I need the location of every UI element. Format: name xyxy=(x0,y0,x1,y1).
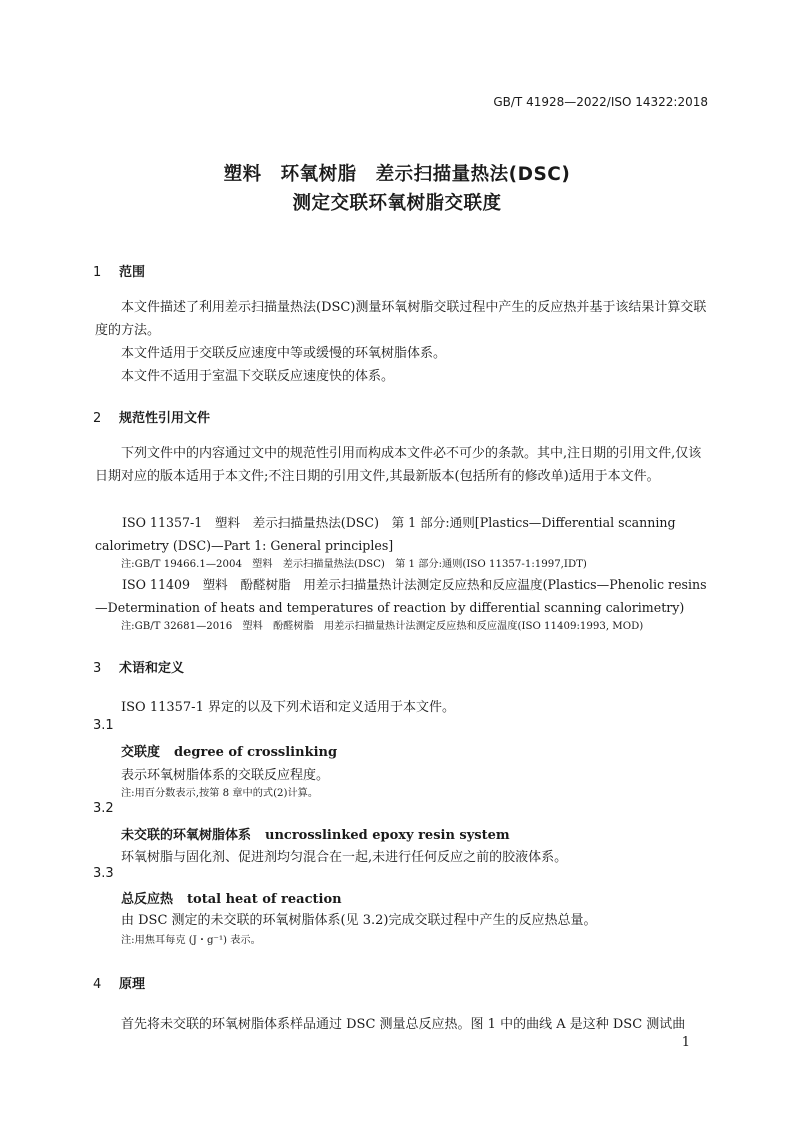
section-1-paragraph: 本文件不适用于室温下交联反应速度快的体系。 xyxy=(121,369,395,384)
document-title-line-2: 测定交联环氧树脂交联度 xyxy=(292,193,502,214)
term-en: degree of crosslinking xyxy=(174,745,338,760)
section-1-paragraph: 本文件描述了利用差示扫描量热法(DSC)测量环氧树脂交联过程中产生的反应热并基于该结果计算交联度的方法。 xyxy=(95,300,707,338)
term-zh: 未交联的环氧树脂体系 xyxy=(121,828,252,843)
term-number: 3.2 xyxy=(93,801,114,816)
term-heading xyxy=(121,741,337,760)
section-3-heading xyxy=(93,657,184,676)
term-definition: 表示环氧树脂体系的交联反应程度。 xyxy=(121,768,330,783)
section-title: 规范性引用文件 xyxy=(119,411,211,426)
term-definition: 由 DSC 测定的未交联的环氧树脂体系(见 3.2)完成交联过程中产生的反应热总量。 xyxy=(121,913,597,928)
document-title-line-1: 塑料 环氧树脂 差示扫描量热法(DSC) xyxy=(223,164,571,185)
term-zh: 总反应热 xyxy=(121,892,174,907)
section-number: 4 xyxy=(93,977,102,992)
section-2-intro: 下列文件中的内容通过文中的规范性引用而构成本文件必不可少的条款。其中,注日期的引用文件,仅该日期对应的版本适用于本文件;不注日期的引用文件,其最新版本(包括所有的修改单)适用于本文件。 xyxy=(95,446,702,484)
normative-reference: ISO 11357-1 塑料 差示扫描量热法(DSC) 第 1 部分:通则[Plastics—Differential scanning calorimetry (DSC)—Part 1: General principles] xyxy=(95,515,676,553)
section-title: 术语和定义 xyxy=(119,661,185,676)
term-number: 3.1 xyxy=(93,718,114,733)
standard-number: GB/T 41928—2022/ISO 14322:2018 xyxy=(493,95,708,109)
section-number: 3 xyxy=(93,661,102,676)
reference-note: 注:GB/T 19466.1—2004 塑料 差示扫描量热法(DSC) 第 1 部分:通则(ISO 11357-1:1997,IDT) xyxy=(121,559,587,570)
term-zh: 交联度 xyxy=(121,745,161,760)
term-heading xyxy=(121,888,342,907)
section-title: 原理 xyxy=(119,977,146,992)
term-en: uncrosslinked epoxy resin system xyxy=(265,828,510,843)
section-number: 2 xyxy=(93,411,102,426)
term-note: 注:用百分数表示,按第 8 章中的式(2)计算。 xyxy=(121,788,319,799)
term-note: 注:用焦耳每克 (J・g⁻¹) 表示。 xyxy=(121,935,261,946)
term-en: total heat of reaction xyxy=(187,892,342,907)
section-number: 1 xyxy=(93,265,102,280)
normative-reference: ISO 11409 塑料 酚醛树脂 用差示扫描量热计法测定反应热和反应温度(Plastics—Phenolic resins—Determination of heats and temperatures of reaction by differential scanning calorimetry) xyxy=(95,577,707,615)
reference-note: 注:GB/T 32681—2016 塑料 酚醛树脂 用差示扫描量热计法测定反应热和反应温度(ISO 11409:1993, MOD) xyxy=(121,621,644,632)
page-number: 1 xyxy=(681,1035,690,1050)
section-2-heading xyxy=(93,407,210,426)
section-4-paragraph: 首先将未交联的环氧树脂体系样品通过 DSC 测量总反应热。图 1 中的曲线 A 是这种 DSC 测试曲 xyxy=(121,1017,686,1032)
term-heading xyxy=(121,824,510,843)
section-title: 范围 xyxy=(119,265,146,280)
section-1-paragraph: 本文件适用于交联反应速度中等或缓慢的环氧树脂体系。 xyxy=(121,346,447,361)
section-1-heading xyxy=(93,261,145,280)
section-3-intro: ISO 11357-1 界定的以及下列术语和定义适用于本文件。 xyxy=(121,700,455,715)
term-number: 3.3 xyxy=(93,866,114,881)
section-4-heading xyxy=(93,973,145,992)
term-definition: 环氧树脂与固化剂、促进剂均匀混合在一起,未进行任何反应之前的胶液体系。 xyxy=(121,850,568,865)
